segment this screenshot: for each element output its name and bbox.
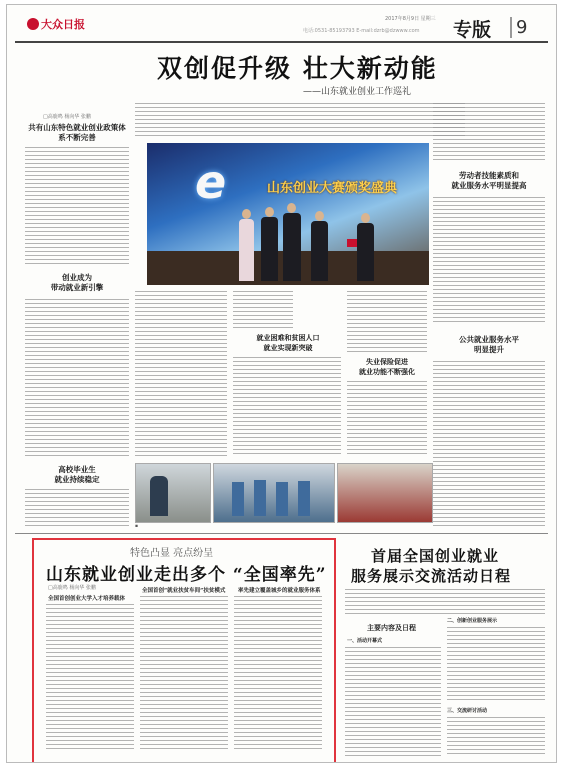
e-logo-icon: e [195,155,227,209]
event-headline-1: 首届全国创业就业 [371,547,500,565]
col1-title: 共有山东特色就业创业政策体系不断完善 [28,123,126,142]
main-headline: 双创促升级 壮大新动能 [157,54,438,83]
person-body [311,221,328,281]
award-certificate [347,239,357,247]
contact-line: 电话:0531-85193793 E-mail:dzrb@dzwww.com [303,28,420,34]
highlight-sub3: 率先建立覆盖城乡的就业服务体系 [238,588,321,594]
stage-title: 山东创业大赛颁奖盛典 [267,181,398,196]
event-col1-text [345,647,441,757]
section-label: 专版 [453,19,492,41]
person-head [361,213,370,223]
photo-person [254,480,266,516]
highlight-col3-text [234,596,322,752]
mid-col1-text [135,291,227,457]
mid-col3-text1 [347,291,427,353]
col1-title2: 创业成为 带动就业新引擎 [50,273,104,292]
event-sub3: 二、创新创业服务展示 [447,618,498,624]
page-number: 9 [510,17,527,38]
col1-text [25,147,129,265]
award-ceremony-photo [147,143,429,285]
photo-seminar [135,463,211,523]
photo-person [150,476,168,516]
right-col-text2 [433,197,545,325]
highlight-col2-text [140,596,228,752]
col1-text3 [25,489,129,529]
right-col-title2: 公共就业服务水平 明显提升 [459,335,519,354]
logo-text: 大众日报 [41,18,85,31]
highlight-sub1: 全国首创创业大学入才培养载体 [48,596,126,602]
main-byline: □高鹿鸣 杨向华 张鹏 [43,114,91,120]
person-head [265,207,274,217]
person-head [242,209,251,219]
highlight-headline: 山东就业创业走出多个 “全国率先” [46,565,327,585]
right-col-text3 [433,361,545,527]
mid-col3-text2 [347,381,427,457]
photo-person [298,481,310,516]
mid-col-title2: 失业保险促进 就业功能不断强化 [359,357,415,376]
date-line: 2017年8月9日 星期三 [385,16,436,22]
mid-col-title1: 就业困难和贫困人口 就业实现新突破 [256,333,320,352]
newspaper-page [6,4,557,763]
highlight-byline: □高鹿鸣 杨向华 张鹏 [48,585,96,591]
event-headline-2: 服务展示交流活动日程 [351,567,512,585]
photo-caption-1: ▪ [135,524,139,529]
right-col-title1: 劳动者技能素质和 就业服务水平明显提高 [451,171,527,190]
col1-text2 [25,299,129,457]
section-divider [15,533,548,534]
highlight-tagline: 特色凸显 亮点纷呈 [130,548,214,559]
photo-person [276,482,288,516]
highlight-article-box [32,538,336,763]
person-head [287,203,296,213]
person-body [239,219,254,281]
red-circle-logo-icon [27,18,39,30]
photo-factory [337,463,433,523]
highlight-sub2: 全国首创“就业扶贫车间”扶贫模式 [142,588,226,594]
col1-title3: 高校毕业生 就业持续稳定 [54,465,100,484]
event-intro-text [345,589,545,617]
newspaper-logo [27,16,85,32]
masthead-rule [15,41,548,43]
event-col2-text [447,627,545,703]
right-col-text1 [433,103,545,163]
event-sub1: 主要内容及日程 [367,623,416,632]
highlight-col1-text [46,604,134,752]
event-col3-text [447,717,545,757]
photo-person [232,482,244,516]
intro-text [135,103,465,137]
person-body [283,213,301,281]
event-sub2: 一、活动开幕式 [347,638,383,644]
person-body [261,217,278,281]
photo-workers [213,463,335,523]
event-sub4: 三、交流研讨活动 [447,708,488,714]
main-subhead: ——山东就业创业工作巡礼 [303,87,412,97]
person-body [357,223,374,281]
mid-col2-text2 [233,357,341,457]
person-head [315,211,324,221]
mid-col2-text1 [233,291,293,331]
